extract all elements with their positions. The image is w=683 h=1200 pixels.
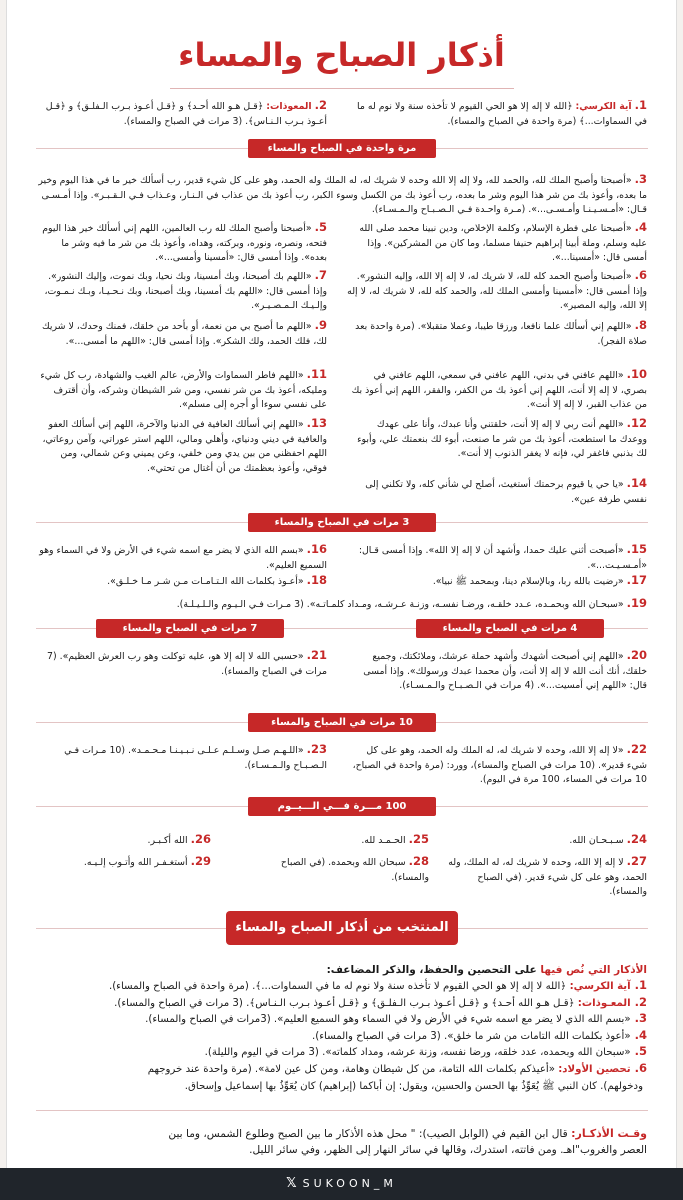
item-2: 2.المعوذات: ﴿قـل هـو الله أحـد﴾ و ﴿قـل أعـوذ بـرب الـفلـق﴾ و ﴿قـل أعـوذ بـرب الـنـاس﴾. (3 مرات في الصباح والمساء). xyxy=(45,98,327,127)
item-14: 14.«يا حي يا قيوم برحمتك أستغيث، أصلح لي شأني كله، ولا تكلني إلى نفسي طرفة عين». xyxy=(365,476,647,505)
item-6: 6.«أصبحنا وأصبح الحمد كله لله، لا شريك له، لا إله إلا الله، وإليه النشور». وإذا أمسى قال: «أمسينا وأمسى الملك لله، والحمد كله لله، لا شريك له، لا إله إلا الله، وإليه المصير». xyxy=(347,268,647,312)
summary-row: ودخولهم). كان النبي ﷺ يُعَوِّذُ بها الحسن والحسين، ويقول: إن أباكما (إبراهيم) كان يُعَوِّذُ بها إسماعيل وإسحاق. xyxy=(184,1080,643,1092)
page-title: أذكار الصباح والمساء xyxy=(178,36,505,74)
summary-row: 2.المعـوذات: ﴿قـل هـو الله أحـد﴾ و ﴿قـل أعـوذ بـرب الـفلـق﴾ و ﴿قـل أعـوذ بـرب الـنـاس﴾. (3 مرات في الصباح والمساء). xyxy=(114,994,647,1009)
item-9: 9.«اللهم ما أصبح بي من نعمة، أو بأحد من خلقك، فمنك وحدك، لا شريك لك، فلك الحمد، ولك الشكر». وإذا أمسى قال: «اللهم ما أمسى...». xyxy=(41,318,327,347)
item-21: 21.«حسبي الله لا إله إلا هو، عليه توكلت وهو رب العرش العظيم». (7 مرات في الصباح والمساء). xyxy=(46,648,327,677)
item-1: 1.آية الكرسي: ﴿الله لا إله إلا هو الحي القيوم لا تأخذه سنة ولا نوم له ما في السماوات...﴾ (مرة واحدة في الصباح والمساء). xyxy=(357,98,647,127)
item-26: 26.الله أكـبـر. xyxy=(147,832,211,846)
item-5: 5.«أصبحنا وأصبح الملك لله رب العالمين، اللهم إني أسألك خير هذا اليوم فتحه، ونصره، ونوره، وبركته، وهداه، وأعوذ بك من شر ما فيه وشر ما بعده». وإذا أمسى قال: «أمسينا وأمسى...». xyxy=(42,220,327,264)
item-19: 19.«سبحـان الله وبحمـده، عـدد خلقـه، ورضـا نفسـه، وزنـة عـرشـه، ومـداد كلمـاتـه». (3 مـرات فـي الـيـوم والـلـيـلـة). xyxy=(176,596,647,610)
x-logo-icon: 𝕏 xyxy=(286,1176,297,1191)
summary-row: 5.«سبحان الله وبحمده، عدد خلقه، ورضا نفسه، وزنة عرشه، ومداد كلماته». (3 مرات في اليوم والليلة). xyxy=(204,1044,647,1059)
footer-handle[interactable]: SUKOON_M xyxy=(302,1177,397,1190)
adhkar-time-note: وقـت الأذكـار: قال ابن القيم في (الوابل الصيب): " محل هذه الأذكار ما بين الصبح وطلوع الشمس، وما بين العصر والغروب"اهـ. ومن فاتته، استدرك، وقالها في سائر النهار إلى الظهر، وفي سائر الليل. xyxy=(168,1127,647,1156)
summary-row: 3.«بسم الله الذي لا يضر مع اسمه شيء في الأرض ولا في السماء وهو السميع العليم». (3مرات في الصباح والمساء). xyxy=(145,1011,647,1026)
item-4: 4.«أصبحنا على فطرة الإسلام، وكلمة الإخلاص، ودين نبينا محمد صلى الله عليه وسلم، وملة أبينا إبراهيم حنيفا مسلما، وما كان من المشركين». وإذا أمسى قال: «أمسينا...». xyxy=(359,220,647,264)
item-23: 23.«اللـهـم صـل وسـلـم عـلـى نـبـيـنـا مـحـمـد». (10 مـرات فـي الـصـبـاح والـمـسـاء). xyxy=(64,742,327,771)
item-20: 20.«اللهم إني أصبحت أشهدك وأشهد حملة عرشك، وملائكتك، وجميع خلقك، أنك أنت الله لا إله إلا أنت، وأن محمدا عبدك ورسولك». وإذا أمسى قال: «اللهم إني أمسيت...». (4 مرات في الـصـبـاح والـمـسـاء). xyxy=(363,648,647,692)
item-12: 12.«اللهم أنت ربي لا إله إلا أنت، خلقتني وأنا عبدك، وأنا على عهدك ووعدك ما استطعت، أعوذ بك من شر ما صنعت، أبوء لك بنعمتك علي، وأبوء لك بذنبي فاغفر لي، فإنه لا يغفر الذنوب إلا أنت». xyxy=(357,416,647,460)
item-25: 25.الحـمـد لله. xyxy=(361,832,429,846)
item-17: 17.«رضيت بالله ربا، وبالإسلام دينا، وبمحمد ﷺ نبيا». xyxy=(432,573,647,587)
item-29: 29.أستغـفـر الله وأتـوب إلـيـه. xyxy=(83,854,211,868)
item-10: 10.«اللهم عافني في بدني، اللهم عافني في سمعي، اللهم عافني في بصري، لا إله إلا أنت، اللهم إني أعوذ بك من الكفر، والفقر، اللهم إني أعوذ بك من عذاب القبر، لا إله إلا أنت». xyxy=(351,367,647,411)
banner-four: 4 مرات في الصباح والمساء xyxy=(416,619,604,638)
summary-row: 4.«أعوذ بكلمات الله التامات من شر ما خلق». (3 مرات في الصباح والمساء). xyxy=(312,1027,647,1042)
banner-ten: 10 مرات في الصباح والمساء xyxy=(248,713,436,732)
item-7: 7.«اللهم بك أصبحنا، وبك أمسينا، وبك نحيا، وبك نموت، وإليك النشور». وإذا أمسى قال: «اللهم بك أمسينا، وبك أصبحنا، وبك نـحـيـا، وبـك نـمـوت، وإلـيـك الـمـصـيـر». xyxy=(44,268,327,312)
divider xyxy=(36,1110,648,1111)
item-22: 22.«لا إله إلا الله، وحده لا شريك له، له الملك وله الحمد، وهو على كل شيء قدير». (10 مرات في الصباح والمساء)، وورد: (مرة واحدة في الصباح، 10 مرات في المساء، 100 مرة في اليوم). xyxy=(352,742,647,786)
item-3: 3.«أصبحنا وأصبح الملك لله، والحمد لله، ولا إله إلا الله وحده لا شريك له، له الملك وله الحمد، وهو على كل شيء قدير، رب أسألك خير ما في هذا اليوم وخير ما بعده، وأعوذ بك من شر هذا اليوم وشر ما بعده، رب أعوذ بك من الكسل وسوء الكبر، رب أعوذ بك من عذاب في الـنـار، وعـذاب فـي الـقـبـر». وإذا أمـسـى قـال: «أمـسـيـنـا وأمـسـى...». (مـرة واحـدة فـي الـصـبـاح والـمـسـاء). xyxy=(38,172,647,216)
item-8: 8.«اللهم إني أسألك علما نافعا، ورزقا طيبا، وعملا متقبلا». (مرة واحدة بعد صلاة الفجر). xyxy=(355,318,647,347)
item-28: 28.سبحان الله وبحمده. (في الصباح والمساء). xyxy=(280,854,429,883)
footer-bar xyxy=(0,1168,683,1200)
summary-row: 1.آية الكرسي: ﴿الله لا إله إلا هو الحي القيوم لا تأخذه سنة ولا نوم له ما في السماوات...﴾. (مرة واحدة في الصباح والمساء). xyxy=(108,978,647,992)
item-15: 15.«أصبحت أثني عليك حمدا، وأشهد أن لا إله إلا الله». وإذا أمسى قـال: «أمـسـيـت...». xyxy=(358,542,647,571)
banner-hundred: 100 مـــرة فـــي الـــيــوم xyxy=(248,797,436,816)
title-underline xyxy=(170,88,514,89)
banner-seven: 7 مرات في الصباح والمساء xyxy=(96,619,284,638)
banner-once: مرة واحدة في الصباح والمساء xyxy=(248,139,436,158)
item-13: 13.«اللهم إني أسألك العافية في الدنيا والآخرة، اللهم إني أسألك العفو والعافية في ديني ودنياي، وأهلي ومالي، اللهم استر عوراتي، وآمن روعاتي، اللهم احفظني من بين يدي ومن خلفي، وعن يميني وعن شمالي، ومن فوقي، وأعوذ بعظمتك من أن أغتال من تحتي». xyxy=(42,416,327,474)
item-11: 11.«اللهم فاطر السماوات والأرض، عالم الغيب والشهادة، رب كل شيء ومليكه، أعوذ بك من شر نفسي، ومن شر الشيطان وشركه، وأن أقترف على نفسي سوءا أو أجره إلى مسلم». xyxy=(40,367,327,411)
banner-three: 3 مرات في الصباح والمساء xyxy=(248,513,436,532)
summary-row: 6.تحصين الأولاد: «أعيذكم بكلمات الله التامة، من كل شيطان وهامة، ومن كل عين لامة». (مرة واحدة عند خروجهم xyxy=(147,1060,647,1075)
item-27: 27.لا إله إلا الله، وحده لا شريك له، له الملك، وله الحمد، وهو على كل شيء قدير. (في الصباح والمساء). xyxy=(448,854,647,898)
item-24: 24.سـبـحـان الله. xyxy=(569,832,647,846)
item-18: 18.«أعـوذ بكلمات الله الـتـامـات مـن شـر مـا خـلـق». xyxy=(107,573,327,587)
banner-selected: المنتخب من أذكار الصباح والمساء xyxy=(226,911,458,945)
summary-heading: الأذكار التي نُص فيها على التحصين والحفظ، والذكر المضاعف: xyxy=(326,964,647,976)
item-16: 16.«بسم الله الذي لا يضر مع اسمه شيء في الأرض ولا في السماء وهو السميع العليم». xyxy=(39,542,327,571)
summary-list xyxy=(19,978,647,1094)
